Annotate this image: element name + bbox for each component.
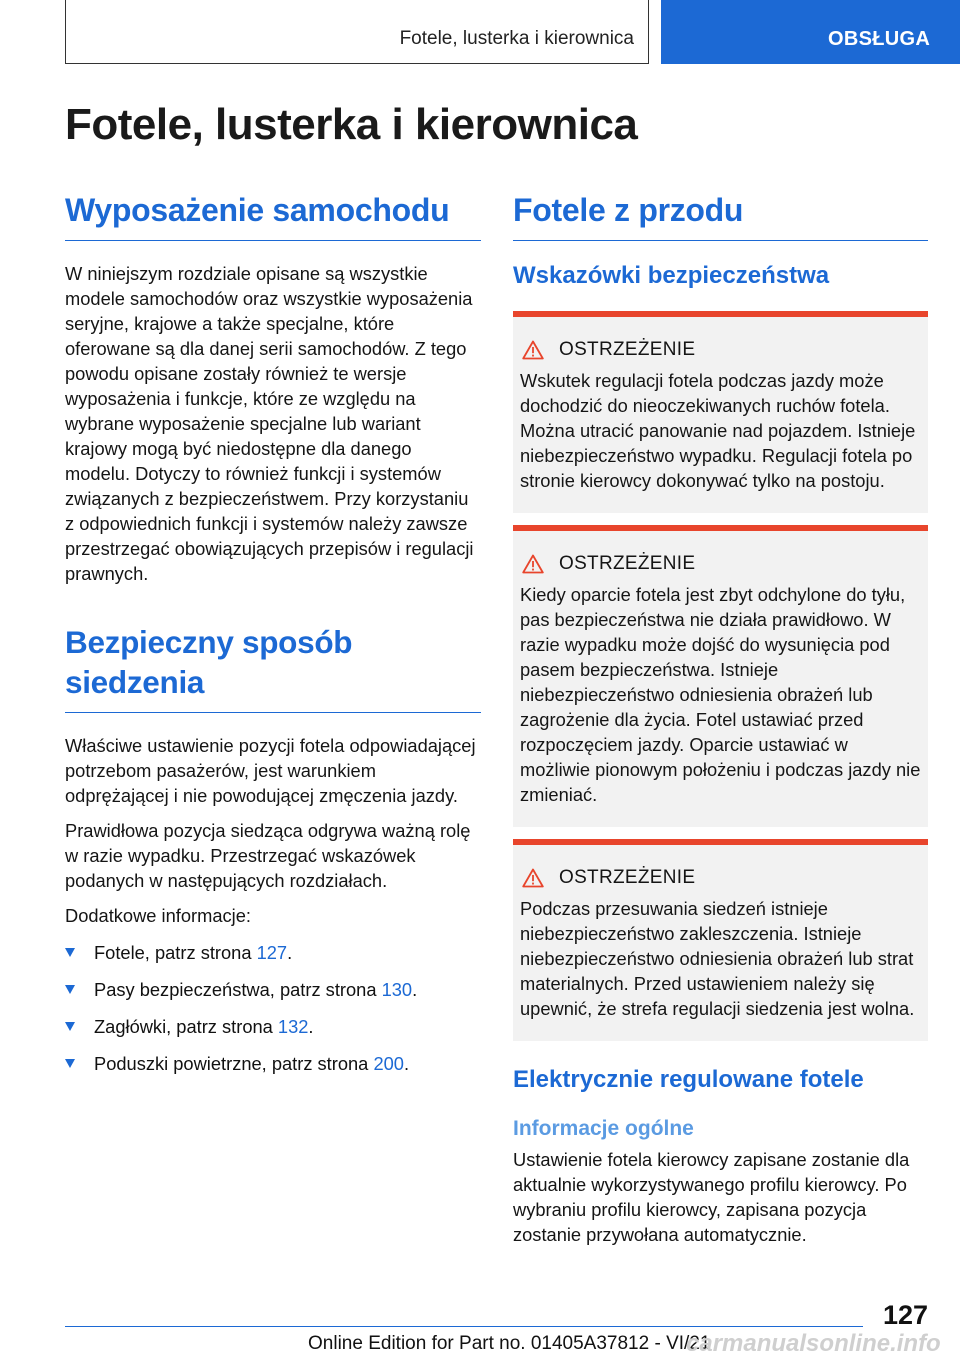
page-link[interactable]: 200 <box>373 1053 404 1074</box>
header-chapter-box <box>65 0 649 64</box>
right-column <box>513 190 928 1247</box>
general-info-text: Ustawienie fotela kierowcy zapisane zostanie dla aktualnie wykorzystywanego profilu kierowcy. Po wybraniu profilu kierowcy, zapisana pozycja zostanie przywołana automatycznie. <box>513 1149 910 1245</box>
electric-seats-heading: Elektrycznie regulowane fotele <box>513 1066 864 1093</box>
bullet-triangle-icon <box>65 1059 75 1068</box>
bullet-triangle-icon <box>65 985 75 994</box>
warning-triangle-icon <box>522 868 544 888</box>
warning-triangle-icon <box>522 554 544 574</box>
reference-item: Zagłówki, patrz strona 132. <box>65 1014 481 1039</box>
warning-text: Wskutek regulacji fotela podczas jazdy może dochodzić do nieoczekiwanych ruchów fotela. Można utracić panowanie nad pojazdem. Istnieje niebezpieczeństwo wypadku. Regulacji fotela po stronie kierowcy dokonywać tylko na postoju. <box>520 370 916 491</box>
page-title: Fotele, lusterka i kierownica <box>65 100 638 149</box>
safe-seating-heading: Bezpieczny sposób siedzenia <box>65 622 481 713</box>
warning-label: OSTRZEŻENIE <box>559 553 696 574</box>
bullet-triangle-icon <box>65 1022 75 1031</box>
left-column <box>65 190 481 1076</box>
page-link[interactable]: 132 <box>277 1016 309 1037</box>
bullet-triangle-icon <box>65 948 75 957</box>
warning-header <box>520 867 922 889</box>
general-info-heading: Informacje ogólne <box>513 1117 694 1140</box>
safe-seating-text-1: Właściwe ustawienie pozycji fotela odpowiadającej potrzebom pasażerów, jest warunkiem odprężającej i nie powodującej zmęczenia jazdy. <box>65 735 476 806</box>
safety-notes-heading: Wskazówki bezpieczeństwa <box>513 262 830 289</box>
safe-seating-text-2: Prawidłowa pozycja siedząca odgrywa ważną rolę w razie wypadku. Przestrzegać wskazówek podanych w następujących rozdziałach. <box>65 820 471 891</box>
page-number: 127 <box>883 1300 929 1330</box>
warning-label: OSTRZEŻENIE <box>559 867 696 888</box>
page-link[interactable]: 130 <box>381 979 413 1000</box>
edition-note: Online Edition for Part no. 01405A37812 - VI/21 <box>308 1333 711 1354</box>
warning-box <box>513 839 928 1041</box>
header-chapter-title: Fotele, lusterka i kierownica <box>399 28 634 49</box>
reference-item: Pasy bezpieczeństwa, patrz strona 130. <box>65 977 481 1002</box>
warning-label: OSTRZEŻENIE <box>559 339 696 360</box>
header-section-label: OBSŁUGA <box>828 28 931 50</box>
footer-rule <box>65 1326 863 1327</box>
warning-box <box>513 525 928 827</box>
warning-box <box>513 311 928 513</box>
additional-info-label: Dodatkowe informacje: <box>65 905 251 926</box>
front-seats-heading: Fotele z przodu <box>513 190 928 241</box>
warning-text: Podczas przesuwania siedzeń istnieje niebezpieczeństwo zakleszczenia. Istnieje niebezpieczeństwo odniesienia obrażeń lub strat materialnych. Przed ustawieniem należy się upewnić, że strefa regulacji siedzenia jest wolna. <box>520 898 915 1019</box>
warning-text: Kiedy oparcie fotela jest zbyt odchylone do tyłu, pas bezpieczeństwa nie działa prawidłowo. W razie wypadku może dojść do wysunięcia pod pasem bezpieczeństwa. Istnieje niebezpieczeństwo odniesienia obrażeń lub zagrożenie dla życia. Fotel ustawiać przed rozpoczęciem jazdy. Oparcie ustawiać w możliwie pionowym położeniu i podczas jazdy nie zmieniać. <box>520 584 921 805</box>
warning-triangle-icon <box>522 340 544 360</box>
reference-item: Poduszki powietrzne, patrz strona 200. <box>65 1051 481 1076</box>
reference-item: Fotele, patrz strona 127. <box>65 940 481 965</box>
equipment-heading: Wyposażenie samochodu <box>65 190 481 241</box>
page-link[interactable]: 127 <box>256 942 288 963</box>
header-section-tab[interactable] <box>661 0 960 64</box>
watermark: carmanualsonline.info <box>686 1330 941 1357</box>
warning-header <box>520 553 922 575</box>
warning-header <box>520 339 922 361</box>
equipment-text: W niniejszym rozdziale opisane są wszystkie modele samochodów oraz wszystkie wyposażenia seryjne, krajowe a także specjalne, które oferowane są dla danej serii samochodów. Z tego powodu opisane zostały również te wersje wyposażenia i funkcje, które ze względu na wybrane wyposażenie specjalne lub wariant krajowy mogą być niedostępne dla danego modelu. Dotyczy to również funkcji i systemów związanych z bezpieczeństwem. Przy korzystaniu z odpowiednich funkcji i systemów należy zawsze przestrzegać obowiązujących przepisów i regulacji prawnych. <box>65 263 474 584</box>
reference-list <box>65 940 481 1076</box>
